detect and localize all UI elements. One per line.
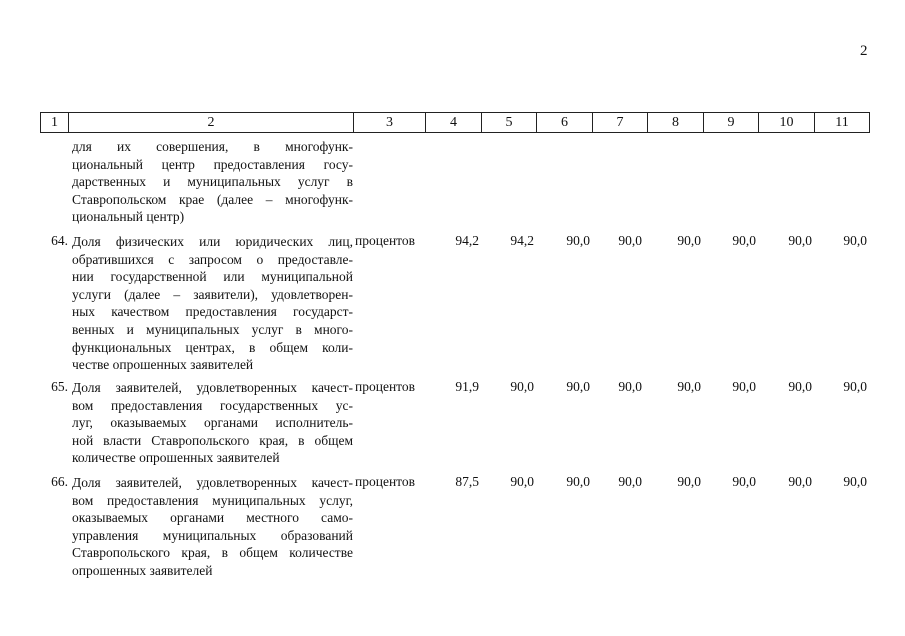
header-col-11: 11	[814, 112, 870, 133]
value-col-8: 90,0	[677, 233, 701, 248]
description-line: Доля заявителей, удовлетворенных качест-	[72, 380, 353, 395]
indicator-description	[72, 474, 353, 580]
value-col-8: 90,0	[677, 379, 701, 394]
value-col-6: 90,0	[566, 233, 590, 248]
continuation-line: дарственных и муниципальных услуг в	[72, 174, 353, 190]
indicator-description	[72, 233, 353, 374]
description-line: функциональных центрах, в общем коли-	[72, 339, 353, 355]
description-line: опрошенных заявителей	[72, 562, 213, 578]
value-col-6: 90,0	[566, 379, 590, 394]
value-col-10: 90,0	[788, 233, 812, 248]
header-col-9: 9	[703, 112, 759, 133]
continuation-line: циональный центр)	[72, 209, 185, 225]
description-line: ных качеством предоставления государст-	[72, 304, 353, 320]
value-col-6: 90,0	[566, 474, 590, 489]
description-line: оказываемых органами местного само-	[72, 510, 353, 526]
indicator-description	[72, 379, 353, 467]
description-line: управления муниципальных образований	[72, 527, 353, 543]
value-col-4: 94,2	[455, 233, 479, 248]
value-col-4: 87,5	[455, 474, 479, 489]
header-col-1: 1	[40, 112, 69, 133]
value-col-5: 90,0	[510, 474, 534, 489]
header-col-7: 7	[592, 112, 648, 133]
description-line: услуги (далее – заявители), удовлетворен-	[72, 286, 353, 302]
value-col-11: 90,0	[843, 474, 867, 489]
header-col-3: 3	[353, 112, 426, 133]
value-col-9: 90,0	[732, 379, 756, 394]
header-col-5: 5	[481, 112, 537, 133]
row-number: 65.	[51, 379, 68, 394]
description-line: обратившихся с запросом о предоставле-	[72, 251, 353, 267]
description-line: луг, оказываемых органами исполнитель-	[72, 415, 353, 431]
value-col-7: 90,0	[618, 379, 642, 394]
description-line: количестве опрошенных заявителей	[72, 450, 280, 466]
unit-cell: процентов	[355, 233, 416, 248]
page-number: 2	[860, 43, 868, 59]
description-line: ной власти Ставропольского края, в общем	[72, 432, 353, 448]
row-number: 66.	[51, 474, 68, 489]
header-col-4: 4	[425, 112, 482, 133]
description-line: вом предоставления муниципальных услуг,	[72, 492, 353, 508]
description-line: вом предоставления государственных ус-	[72, 397, 353, 413]
value-col-11: 90,0	[843, 233, 867, 248]
header-col-10: 10	[758, 112, 815, 133]
header-col-8: 8	[647, 112, 704, 133]
value-col-8: 90,0	[677, 474, 701, 489]
description-line: Ставропольского края, в общем количестве	[72, 545, 353, 561]
value-col-7: 90,0	[618, 474, 642, 489]
header-col-6: 6	[536, 112, 593, 133]
value-col-10: 90,0	[788, 379, 812, 394]
continuation-line: Ставропольском крае (далее – многофунк-	[72, 191, 353, 207]
unit-cell: процентов	[355, 379, 416, 394]
continuation-line: циональный центр предоставления госу-	[72, 156, 353, 172]
value-col-9: 90,0	[732, 233, 756, 248]
value-col-7: 90,0	[618, 233, 642, 248]
description-line: Доля заявителей, удовлетворенных качест-	[72, 475, 353, 490]
header-col-2: 2	[68, 112, 354, 133]
row-number: 64.	[51, 233, 68, 248]
value-col-11: 90,0	[843, 379, 867, 394]
description-line: нии государственной или муниципальной	[72, 269, 353, 285]
description-line: венных и муниципальных услуг в много-	[72, 321, 353, 337]
value-col-9: 90,0	[732, 474, 756, 489]
value-col-10: 90,0	[788, 474, 812, 489]
value-col-5: 90,0	[510, 379, 534, 394]
value-col-5: 94,2	[510, 233, 534, 248]
description-line: Доля физических или юридических лиц,	[72, 234, 353, 249]
description-line: честве опрошенных заявителей	[72, 357, 254, 373]
value-col-4: 91,9	[455, 379, 479, 394]
continuation-text	[72, 138, 353, 226]
continuation-line: для их совершения, в многофунк-	[72, 139, 353, 154]
unit-cell: процентов	[355, 474, 416, 489]
